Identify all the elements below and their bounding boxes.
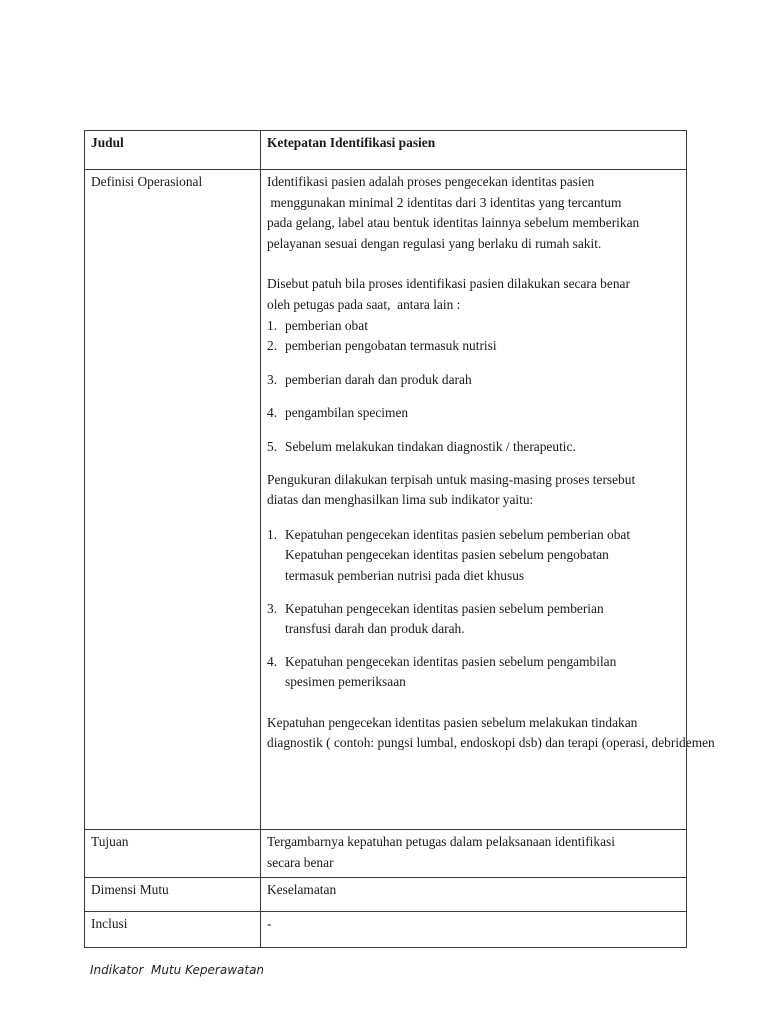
list-item-text: pemberian pengobatan termasuk nutrisi [285,338,497,354]
list2-item4-continuation: spesimen pemeriksaan [285,674,406,690]
definisi-list2-item4 [267,652,680,673]
list-item [267,316,680,337]
list-item-text: pengambilan specimen [285,405,409,421]
list-item-number: 4. [267,405,278,421]
dimensi-label: Dimensi Mutu [85,878,261,912]
header-col2: Ketepatan Identifikasi pasien [261,131,687,170]
page-footer: Indikator Mutu Keperawatan [90,963,265,977]
list-item-number: 3. [267,600,278,616]
definisi-list2 [267,525,680,546]
table-row-tujuan [85,830,687,878]
inclusi-content: - [261,912,687,948]
table-row-inclusi [85,912,687,948]
list-item [267,525,680,546]
definisi-para4-line1: Kepatuhan pengecekan identitas pasien sebelum melakukan tindakan [267,714,638,730]
list-item [267,403,680,424]
definisi-label: Definisi Operasional [85,170,261,830]
list-item [267,370,680,391]
list-item-text: Kepatuhan pengecekan identitas pasien sebelum pemberian obat [285,526,631,542]
list-item-number: 5. [267,438,278,454]
table-row-definisi [85,170,687,830]
list-item-number: 3. [267,371,278,387]
definisi-list1 [267,316,680,458]
definisi-para1-line2: menggunakan minimal 2 identitas dari 3 identitas yang tercantum [267,194,622,210]
tujuan-line2: secara benar [267,854,334,870]
list2-continuation-line1: Kepatuhan pengecekan identitas pasien sebelum pengobatan [285,547,609,563]
tujuan-content [261,830,687,878]
list-item-number: 1. [267,317,278,333]
definisi-para4-line2: diagnostik ( contoh: pungsi lumbal, endoskopi dsb) dan terapi (operasi, debridemen [267,735,715,751]
definisi-para1-line1: Identifikasi pasien adalah proses pengecekan identitas pasien [267,174,595,189]
list2-item3-continuation: transfusi darah dan produk darah. [285,621,465,637]
list-item-number: 1. [267,526,278,542]
definisi-para3-line1: Pengukuran dilakukan terpisah untuk masing-masing proses tersebut [267,471,636,487]
table-row-dimensi [85,878,687,912]
list-item-text: pemberian obat [285,317,368,333]
list-item-number: 2. [267,338,278,354]
definisi-para3-line2: diatas dan menghasilkan lima sub indikator yaitu: [267,492,534,508]
definisi-para1-line4: pelayanan sesuai dengan regulasi yang berlaku di rumah sakit. [267,235,602,251]
list-item [267,652,680,673]
inclusi-label: Inclusi [85,912,261,948]
list-item [267,599,680,620]
table-header-row [85,131,687,170]
list2-continuation-line2: termasuk pemberian nutrisi pada diet khusus [285,567,525,583]
dimensi-content: Keselamatan [261,878,687,912]
definisi-para2-line1: Disebut patuh bila proses identifikasi pasien dilakukan secara benar [267,276,630,292]
definisi-list2-item3 [267,599,680,620]
list-item-text: pemberian darah dan produk darah [285,371,472,387]
indicator-table [84,130,715,948]
header-col1: Judul [85,131,261,170]
list-item [267,336,680,357]
list-item-number: 4. [267,653,278,669]
list-item-text: Sebelum melakukan tindakan diagnostik / therapeutic. [285,438,576,454]
list-item-text: Kepatuhan pengecekan identitas pasien sebelum pemberian [285,600,604,616]
list-item [267,437,680,458]
definisi-para2-line2: oleh petugas pada saat, antara lain : [267,296,461,312]
list-item-text: Kepatuhan pengecekan identitas pasien sebelum pengambilan [285,653,617,669]
definisi-para1-line3: pada gelang, label atau bentuk identitas lainnya sebelum memberikan [267,215,640,231]
tujuan-line1: Tergambarnya kepatuhan petugas dalam pelaksanaan identifikasi [267,834,615,849]
tujuan-label: Tujuan [85,830,261,878]
definisi-content [261,170,715,830]
